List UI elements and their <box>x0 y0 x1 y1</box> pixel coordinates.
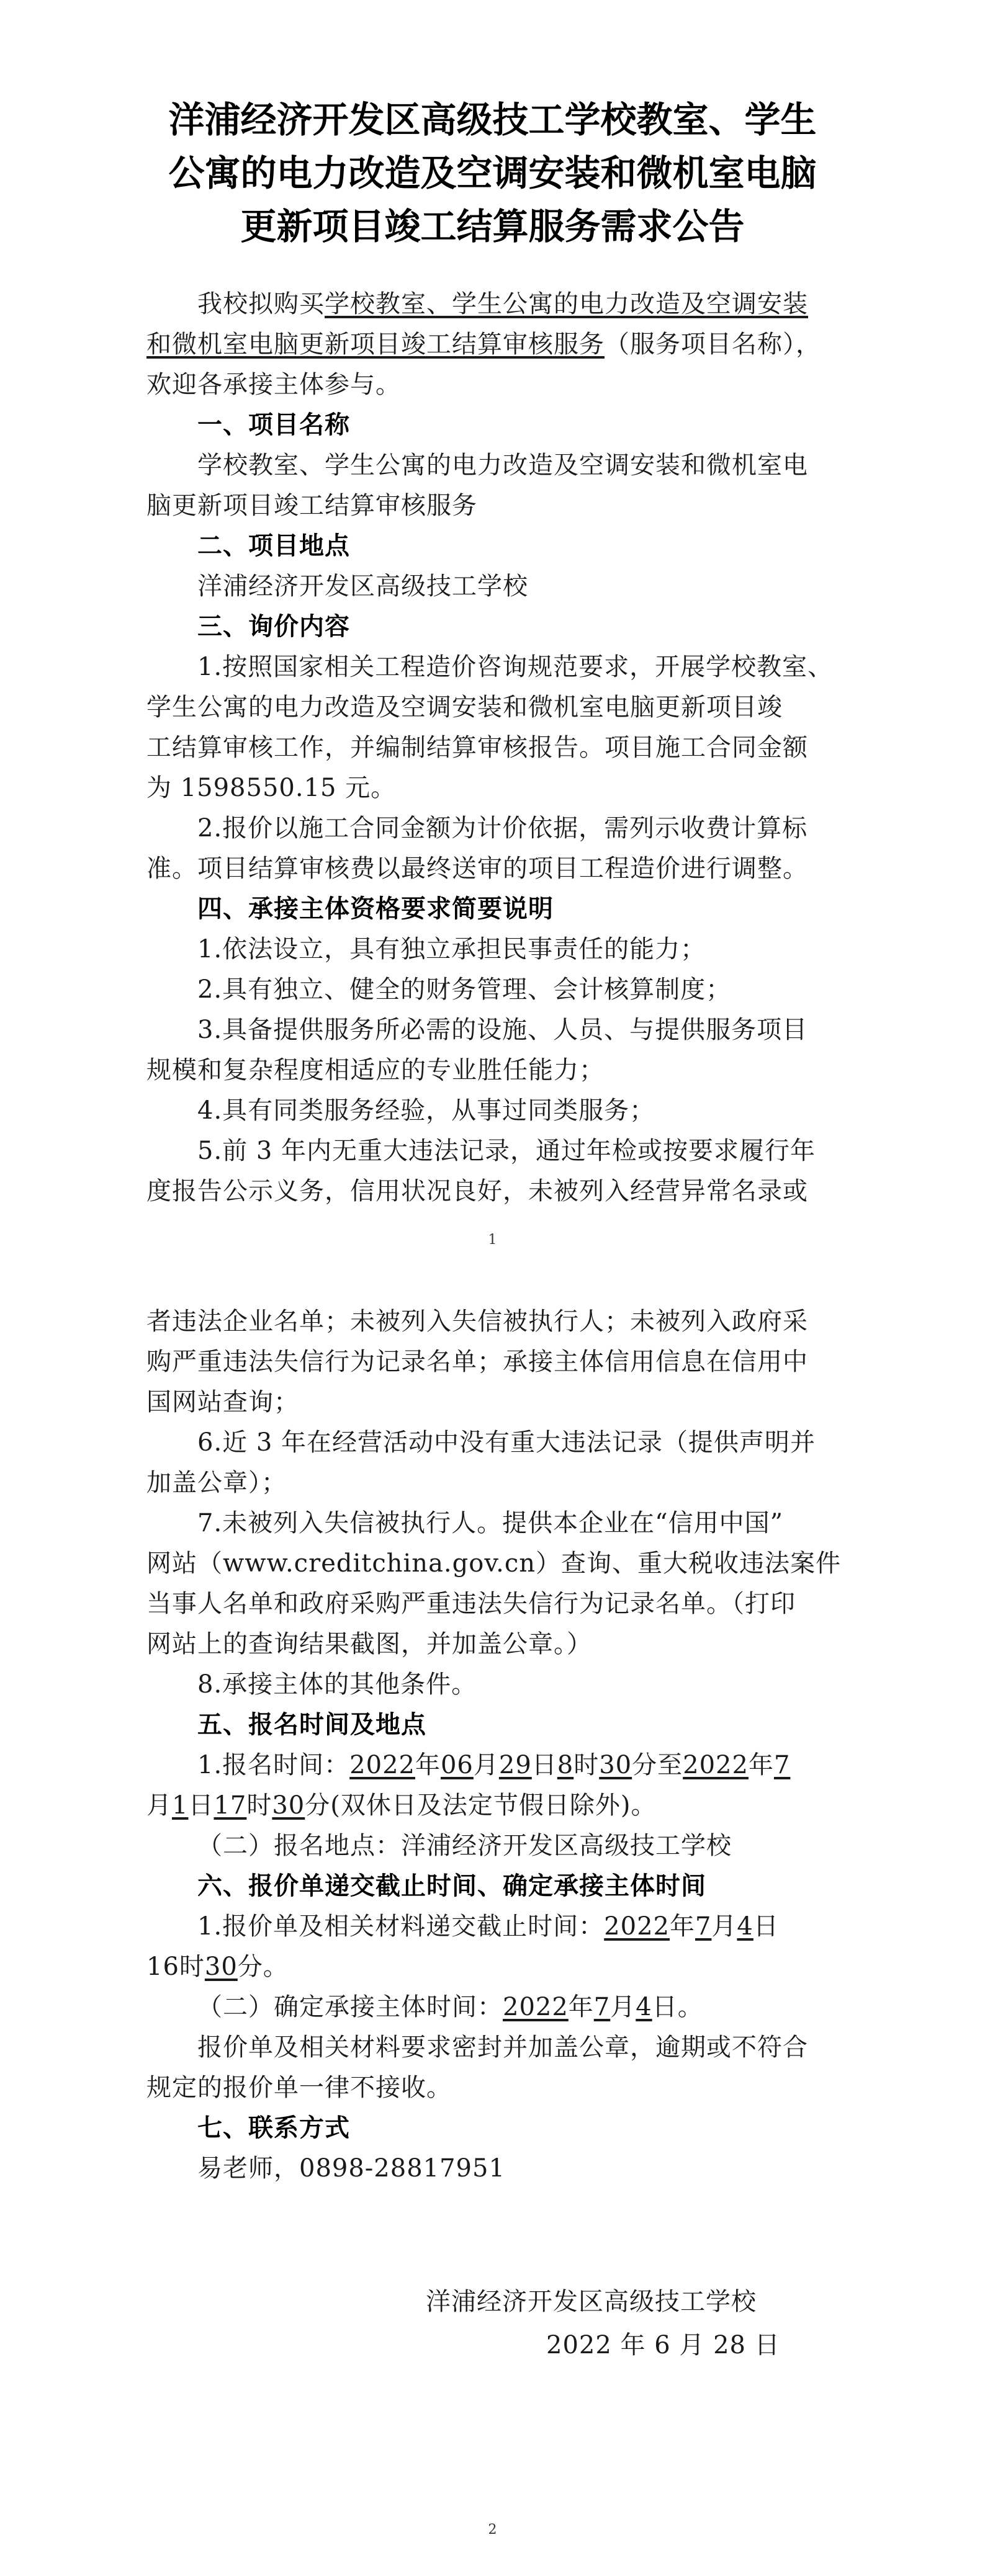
intro-line-1: 我校拟购买学校教室、学生公寓的电力改造及空调安装 <box>197 290 808 318</box>
intro-line-2: 和微机室电脑更新项目竣工结算审核服务（服务项目名称）， <box>146 330 821 359</box>
section-4-line-15: 当事人名单和政府采购严重违法失信行为记录名单。（打印 <box>146 1590 796 1618</box>
document-title <box>0 93 985 253</box>
page-number-2: 2 <box>488 2522 497 2538</box>
reg-end-month: 7 <box>773 1751 791 1779</box>
service-name-part-1: 学校教室、学生公寓的电力改造及空调安装 <box>325 290 808 318</box>
submission-note-line-1: 报价单及相关材料要求密封并加盖公章，逾期或不符合 <box>197 2033 808 2062</box>
registration-time-line-1: 1.报名时间：2022年06月29日8时30分至2022年7 <box>197 1751 791 1779</box>
section-4-line-10: 国网站查询； <box>146 1388 299 1416</box>
section-4-line-7: 度报告公示义务，信用状况良好，未被列入经营异常名录或 <box>146 1177 808 1205</box>
title-line-2: 公寓的电力改造及空调安装和微机室电脑 <box>168 152 817 194</box>
reg-end-hour: 17 <box>214 1791 247 1820</box>
section-4-line-9: 购严重违法失信行为记录名单；承接主体信用信息在信用中 <box>146 1348 808 1376</box>
deadline-minute: 30 <box>204 1952 238 1981</box>
section-3-line-3: 工结算审核工作，并编制结算审核报告。项目施工合同金额 <box>146 733 808 762</box>
reg-start-hour: 8 <box>557 1751 574 1779</box>
section-4-line-6: 5.前 3 年内无重大违法记录，通过年检或按要求履行年 <box>197 1137 816 1165</box>
section-4-line-8: 者违法企业名单；未被列入失信被执行人；未被列入政府采 <box>146 1307 808 1336</box>
section-2-line-1: 洋浦经济开发区高级技工学校 <box>197 572 528 601</box>
page-number-1: 1 <box>488 1232 497 1248</box>
section-4-line-17: 8.承接主体的其他条件。 <box>197 1670 477 1699</box>
section-4-line-5: 4.具有同类服务经验，从事过同类服务； <box>197 1096 655 1125</box>
section-4-line-13: 7.未被列入失信被执行人。提供本企业在“信用中国” <box>197 1509 784 1537</box>
signature-date: 2022 年 6 月 28 日 <box>546 2331 780 2359</box>
registration-place: （二）报名地点：洋浦经济开发区高级技工学校 <box>197 1831 732 1860</box>
section-2-heading: 二、项目地点 <box>197 531 350 560</box>
reg-end-year: 2022 <box>683 1751 749 1779</box>
section-4-heading: 四、承接主体资格要求简要说明 <box>197 894 554 923</box>
section-4-line-11: 6.近 3 年在经营活动中没有重大违法记录（提供声明并 <box>197 1428 816 1457</box>
section-4-line-2: 2.具有独立、健全的财务管理、会计核算制度； <box>197 975 732 1004</box>
deadline-hour: 16 <box>146 1952 179 1981</box>
reg-end-day: 1 <box>172 1791 189 1820</box>
section-1-heading: 一、项目名称 <box>197 410 350 439</box>
section-5-heading: 五、报名时间及地点 <box>197 1710 426 1739</box>
contact-info: 易老师，0898-28817951 <box>197 2154 505 2183</box>
section-3-heading: 三、询价内容 <box>197 612 350 641</box>
section-7-heading: 七、联系方式 <box>197 2113 350 2142</box>
reg-start-day: 29 <box>498 1751 532 1779</box>
title-line-1: 洋浦经济开发区高级技工学校教室、学生 <box>168 99 817 141</box>
confirm-time-line: （二）确定承接主体时间：2022年7月4日。 <box>197 1993 703 2021</box>
confirm-day: 4 <box>636 1993 652 2021</box>
section-6-heading: 六、报价单递交截止时间、确定承接主体时间 <box>197 1871 706 1900</box>
section-3-line-2: 学生公寓的电力改造及空调安装和微机室电脑更新项目竣 <box>146 693 783 722</box>
service-name-part-2: 和微机室电脑更新项目竣工结算审核服务 <box>146 330 605 359</box>
reg-start-minute: 30 <box>599 1751 632 1779</box>
section-1-line-1: 学校教室、学生公寓的电力改造及空调安装和微机室电 <box>197 451 808 480</box>
section-1-line-2: 脑更新项目竣工结算审核服务 <box>146 491 477 520</box>
intro-line-3: 欢迎各承接主体参与。 <box>146 370 401 399</box>
page-2 <box>0 1290 985 2576</box>
deadline-day: 4 <box>737 1912 753 1941</box>
submission-note-line-2: 规定的报价单一律不接收。 <box>146 2073 452 2102</box>
title-line-3: 更新项目竣工结算服务需求公告 <box>240 205 745 248</box>
deadline-year: 2022 <box>604 1912 670 1941</box>
confirm-year: 2022 <box>503 1993 569 2021</box>
reg-start-month: 06 <box>440 1751 474 1779</box>
deadline-line-1: 1.报价单及相关材料递交截止时间：2022年7月4日 <box>197 1912 779 1941</box>
section-3-line-5: 2.报价以施工合同金额为计价依据，需列示收费计算标 <box>197 814 808 843</box>
section-4-line-14: 网站（www.creditchina.gov.cn）查询、重大税收违法案件 <box>146 1549 842 1578</box>
signature-organization: 洋浦经济开发区高级技工学校 <box>426 2288 757 2316</box>
section-4-line-1: 1.依法设立，具有独立承担民事责任的能力； <box>197 935 706 964</box>
reg-end-minute: 30 <box>272 1791 305 1820</box>
deadline-month: 7 <box>695 1912 712 1941</box>
section-3-line-1: 1.按照国家相关工程造价咨询规范要求，开展学校教室、 <box>197 653 834 681</box>
deadline-line-2: 16时30分。 <box>146 1952 289 1981</box>
section-4-line-3: 3.具备提供服务所必需的设施、人员、与提供服务项目 <box>197 1016 808 1044</box>
section-4-line-4: 规模和复杂程度相适应的专业胜任能力； <box>146 1056 605 1085</box>
section-4-line-16: 网站上的查询结果截图，并加盖公章。） <box>146 1630 592 1658</box>
section-4-line-12: 加盖公章）； <box>146 1469 287 1497</box>
section-3-line-4: 为 1598550.15 元。 <box>146 774 397 802</box>
confirm-month: 7 <box>593 1993 611 2021</box>
registration-time-line-2: 月1日17时30分(双休日及法定节假日除外)。 <box>146 1791 657 1820</box>
reg-start-year: 2022 <box>349 1751 415 1779</box>
section-3-line-6: 准。项目结算审核费以最终送审的项目工程造价进行调整。 <box>146 854 808 883</box>
